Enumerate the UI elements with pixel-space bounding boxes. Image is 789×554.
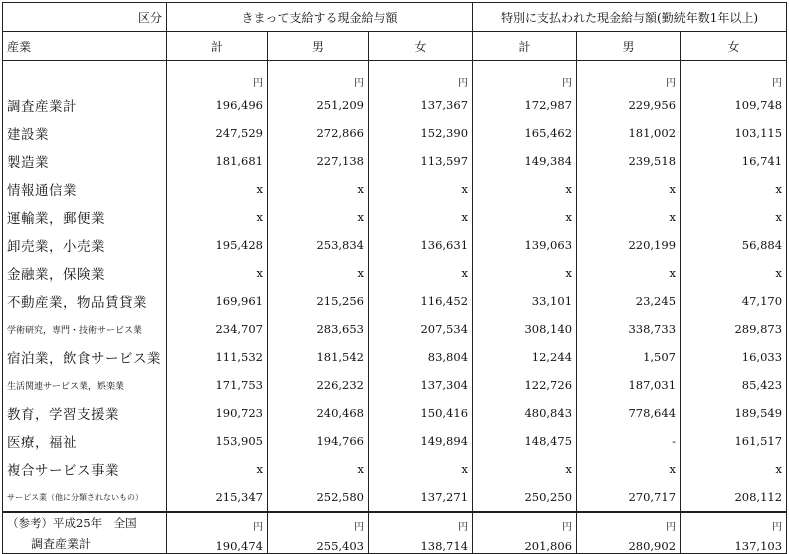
value-cell: x [167,175,268,203]
unit-row [3,61,787,92]
value-cell: x [167,455,268,483]
value-cell: 181,002 [577,119,681,147]
value-cell: 234,707 [167,315,268,343]
table-row [3,427,787,455]
value-cell: 239,518 [577,147,681,175]
table-row [3,175,787,203]
value-cell: 190,723 [167,399,268,427]
value-cell: 83,804 [369,343,473,371]
value-cell: 116,452 [369,287,473,315]
table-row [3,119,787,147]
value-cell: 85,423 [681,371,787,399]
value-cell: 194,766 [268,427,369,455]
unit-label: 円 [369,61,473,92]
industry-label: 不動産業，物品賃貸業 [3,287,167,315]
value-cell: 56,884 [681,231,787,259]
unit-blank [3,61,167,92]
table-row [3,91,787,119]
value-cell: 270,717 [577,483,681,512]
table-row [3,343,787,371]
header-group-regular: きまって支給する現金給与額 [167,3,473,32]
industry-label: サービス業（他に分類されないもの） [3,483,167,512]
industry-label: 宿泊業，飲食サービス業 [3,343,167,371]
table-row [3,259,787,287]
table-row [3,483,787,512]
reference-value: 137,103 [681,533,787,554]
header-group-special: 特別に支払われた現金給与額(勤続年数1年以上) [473,3,787,32]
table-row [3,315,787,343]
industry-label: 生活関連サービス業，娯楽業 [3,371,167,399]
value-cell: 272,866 [268,119,369,147]
industry-label: 卸売業，小売業 [3,231,167,259]
value-cell: x [473,203,577,231]
value-cell: 152,390 [369,119,473,147]
reference-value: 190,474 [167,533,268,554]
value-cell: x [167,203,268,231]
value-cell: x [681,455,787,483]
value-cell: 136,631 [369,231,473,259]
value-cell: x [577,259,681,287]
header-col-total-2: 計 [473,32,577,61]
value-cell: 308,140 [473,315,577,343]
reference-unit: 円 [167,512,268,533]
industry-label: 調査産業計 [3,91,167,119]
value-cell: 171,753 [167,371,268,399]
value-cell: 253,834 [268,231,369,259]
value-cell: 189,549 [681,399,787,427]
reference-unit: 円 [268,512,369,533]
value-cell: x [167,259,268,287]
value-cell: 111,532 [167,343,268,371]
value-cell: 208,112 [681,483,787,512]
industry-label: 学術研究，専門・技術サービス業 [3,315,167,343]
value-cell: 250,250 [473,483,577,512]
value-cell: 23,245 [577,287,681,315]
value-cell: 33,101 [473,287,577,315]
reference-value: 138,714 [369,533,473,554]
value-cell: x [577,175,681,203]
value-cell: 195,428 [167,231,268,259]
value-cell: 16,033 [681,343,787,371]
value-cell: 778,644 [577,399,681,427]
reference-label-2: 調査産業計 [3,533,167,554]
value-cell: 181,681 [167,147,268,175]
value-cell: 480,843 [473,399,577,427]
value-cell: x [681,203,787,231]
value-cell: x [473,455,577,483]
value-cell: 161,517 [681,427,787,455]
value-cell: x [268,455,369,483]
value-cell: 215,256 [268,287,369,315]
table-row [3,371,787,399]
value-cell: x [473,175,577,203]
value-cell: x [577,455,681,483]
header-col-male-2: 男 [577,32,681,61]
industry-label: 製造業 [3,147,167,175]
value-cell: 172,987 [473,91,577,119]
value-cell: 187,031 [577,371,681,399]
reference-unit: 円 [577,512,681,533]
industry-label: 医療，福祉 [3,427,167,455]
value-cell: - [577,427,681,455]
value-cell: 226,232 [268,371,369,399]
value-cell: 165,462 [473,119,577,147]
value-cell: 196,496 [167,91,268,119]
value-cell: x [268,203,369,231]
reference-value: 201,806 [473,533,577,554]
value-cell: 47,170 [681,287,787,315]
table-row [3,399,787,427]
value-cell: 150,416 [369,399,473,427]
table-row [3,203,787,231]
value-cell: 215,347 [167,483,268,512]
header-col-total: 計 [167,32,268,61]
value-cell: 113,597 [369,147,473,175]
value-cell: 137,271 [369,483,473,512]
value-cell: x [369,203,473,231]
value-cell: 283,653 [268,315,369,343]
header-col-female-2: 女 [681,32,787,61]
value-cell: 247,529 [167,119,268,147]
header-col-female: 女 [369,32,473,61]
value-cell: 338,733 [577,315,681,343]
value-cell: x [681,175,787,203]
industry-label: 運輸業，郵便業 [3,203,167,231]
value-cell: x [268,175,369,203]
value-cell: x [268,259,369,287]
value-cell: 103,115 [681,119,787,147]
value-cell: 220,199 [577,231,681,259]
value-cell: 149,384 [473,147,577,175]
industry-label: 建設業 [3,119,167,147]
table-row [3,455,787,483]
value-cell: 207,534 [369,315,473,343]
table-row [3,231,787,259]
value-cell: 251,209 [268,91,369,119]
value-cell: 139,063 [473,231,577,259]
value-cell: 227,138 [268,147,369,175]
header-row-groups [3,3,787,32]
table-row [3,147,787,175]
value-cell: 229,956 [577,91,681,119]
unit-label: 円 [577,61,681,92]
unit-label: 円 [681,61,787,92]
value-cell: x [681,259,787,287]
data-body [3,91,787,512]
value-cell: 181,542 [268,343,369,371]
value-cell: x [369,175,473,203]
industry-label: 教育，学習支援業 [3,399,167,427]
reference-unit: 円 [681,512,787,533]
header-sangyo: 産業 [3,32,167,61]
value-cell: 289,873 [681,315,787,343]
value-cell: x [369,259,473,287]
table-row [3,287,787,315]
value-cell: 122,726 [473,371,577,399]
value-cell: x [577,203,681,231]
value-cell: 109,748 [681,91,787,119]
unit-label: 円 [167,61,268,92]
industry-label: 情報通信業 [3,175,167,203]
value-cell: x [369,455,473,483]
industry-label: 複合サービス事業 [3,455,167,483]
header-kubun: 区分 [3,3,167,32]
reference-value: 255,403 [268,533,369,554]
reference-unit: 円 [473,512,577,533]
value-cell: 240,468 [268,399,369,427]
reference-value: 280,902 [577,533,681,554]
unit-label: 円 [268,61,369,92]
value-cell: 137,367 [369,91,473,119]
value-cell: 137,304 [369,371,473,399]
value-cell: 252,580 [268,483,369,512]
value-cell: 169,961 [167,287,268,315]
value-cell: 16,741 [681,147,787,175]
value-cell: 148,475 [473,427,577,455]
wage-table [2,2,787,554]
industry-label: 金融業，保険業 [3,259,167,287]
unit-label: 円 [473,61,577,92]
header-row-cols [3,32,787,61]
value-cell: 1,507 [577,343,681,371]
value-cell: x [473,259,577,287]
value-cell: 149,894 [369,427,473,455]
header-col-male: 男 [268,32,369,61]
reference-unit: 円 [369,512,473,533]
value-cell: 153,905 [167,427,268,455]
reference-label-1: （参考）平成25年 全国 [3,512,167,533]
value-cell: 12,244 [473,343,577,371]
reference-row-2 [3,533,787,554]
